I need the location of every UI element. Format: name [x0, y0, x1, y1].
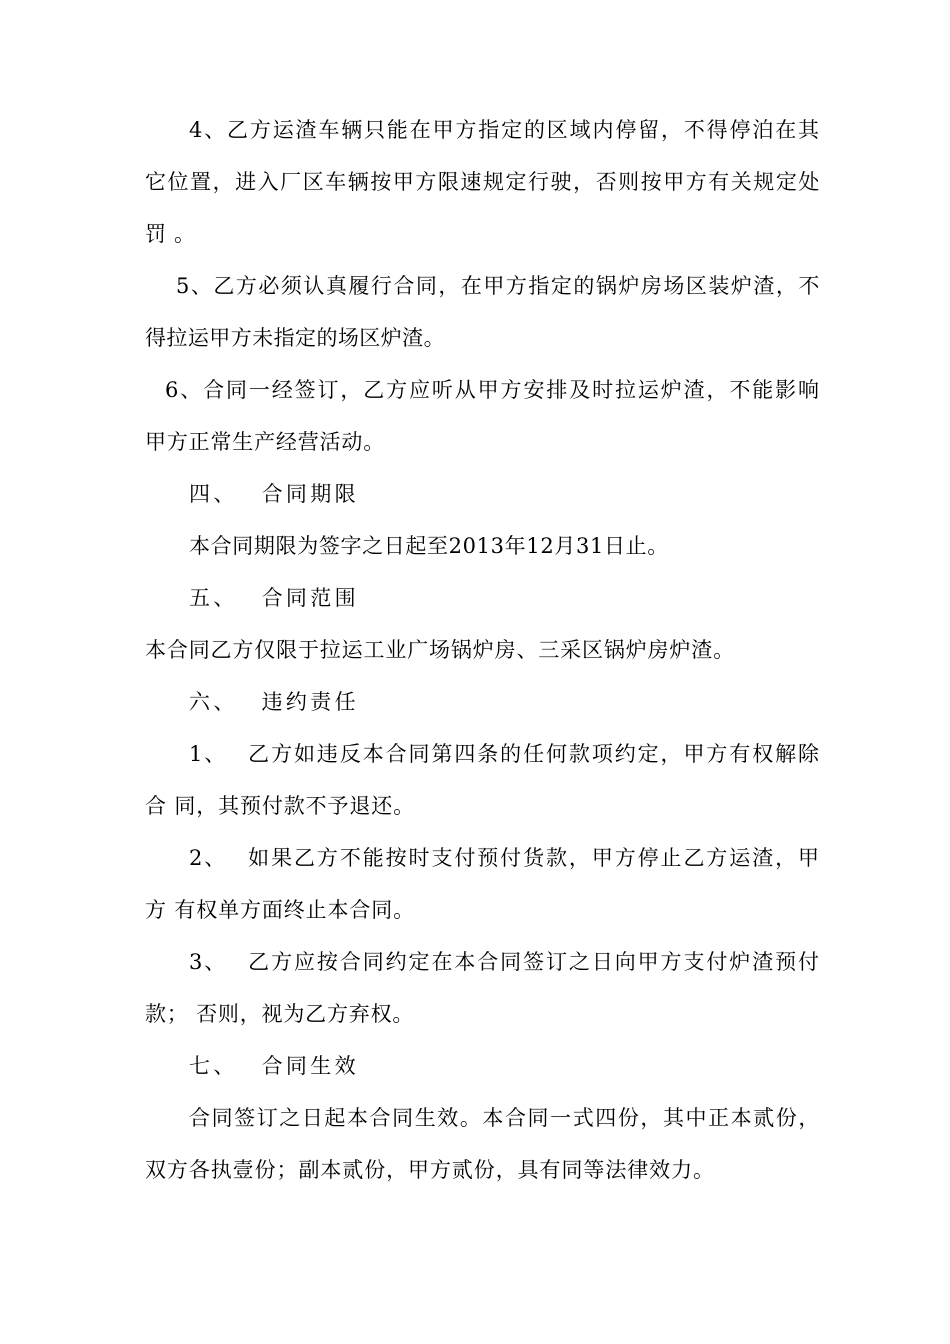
section-4-heading: 四、 合同期限 [189, 482, 359, 506]
clause-5-line-2: 得拉运甲方未指定的场区炉渣。 [145, 326, 446, 350]
clause-5-line-1: 5、乙方必须认真履行合同，在甲方指定的锅炉房场区装炉渣，不 [176, 274, 821, 298]
section-5-text: 本合同乙方仅限于拉运工业广场锅炉房、三采区锅炉房炉渣。 [145, 638, 735, 662]
liability-3-line-1: 3、 乙方应按合同约定在本合同签订之日向甲方支付炉渣预付 [189, 950, 821, 974]
clause-4-line-3: 罚。 [145, 222, 203, 246]
clause-6-line-1: 6、合同一经签订，乙方应听从甲方安排及时拉运炉渣，不能影响 [165, 378, 821, 402]
liability-2-line-1: 2、 如果乙方不能按时支付预付货款，甲方停止乙方运渣，甲 [189, 846, 821, 870]
section-5-heading: 五、 合同范围 [189, 586, 359, 610]
section-7-line-2: 双方各执壹份；副本贰份，甲方贰份，具有同等法律效力。 [145, 1158, 715, 1182]
liability-1-line-1: 1、 乙方如违反本合同第四条的任何款项约定，甲方有权解除 [189, 742, 821, 766]
section-7-line-1: 合同签订之日起本合同生效。本合同一式四份，其中正本贰份， [189, 1106, 821, 1130]
liability-2-line-2: 方 有权单方面终止本合同。 [145, 898, 415, 922]
liability-3-line-2: 款； 否则，视为乙方弃权。 [145, 1002, 415, 1026]
section-4-text: 本合同期限为签字之日起至2013年12月31日止。 [189, 534, 669, 558]
section-6-heading: 六、 违约责任 [189, 690, 359, 714]
liability-1-line-2: 合 同，其预付款不予退还。 [145, 794, 415, 818]
clause-6-line-2: 甲方正常生产经营活动。 [145, 430, 386, 454]
section-7-heading: 七、 合同生效 [189, 1054, 359, 1078]
clause-4-line-1: 4、乙方运渣车辆只能在甲方指定的区域内停留，不得停泊在其 [189, 118, 821, 142]
clause-4-line-2: 它位置，进入厂区车辆按甲方限速规定行驶，否则按甲方有关规定处 [145, 170, 821, 194]
